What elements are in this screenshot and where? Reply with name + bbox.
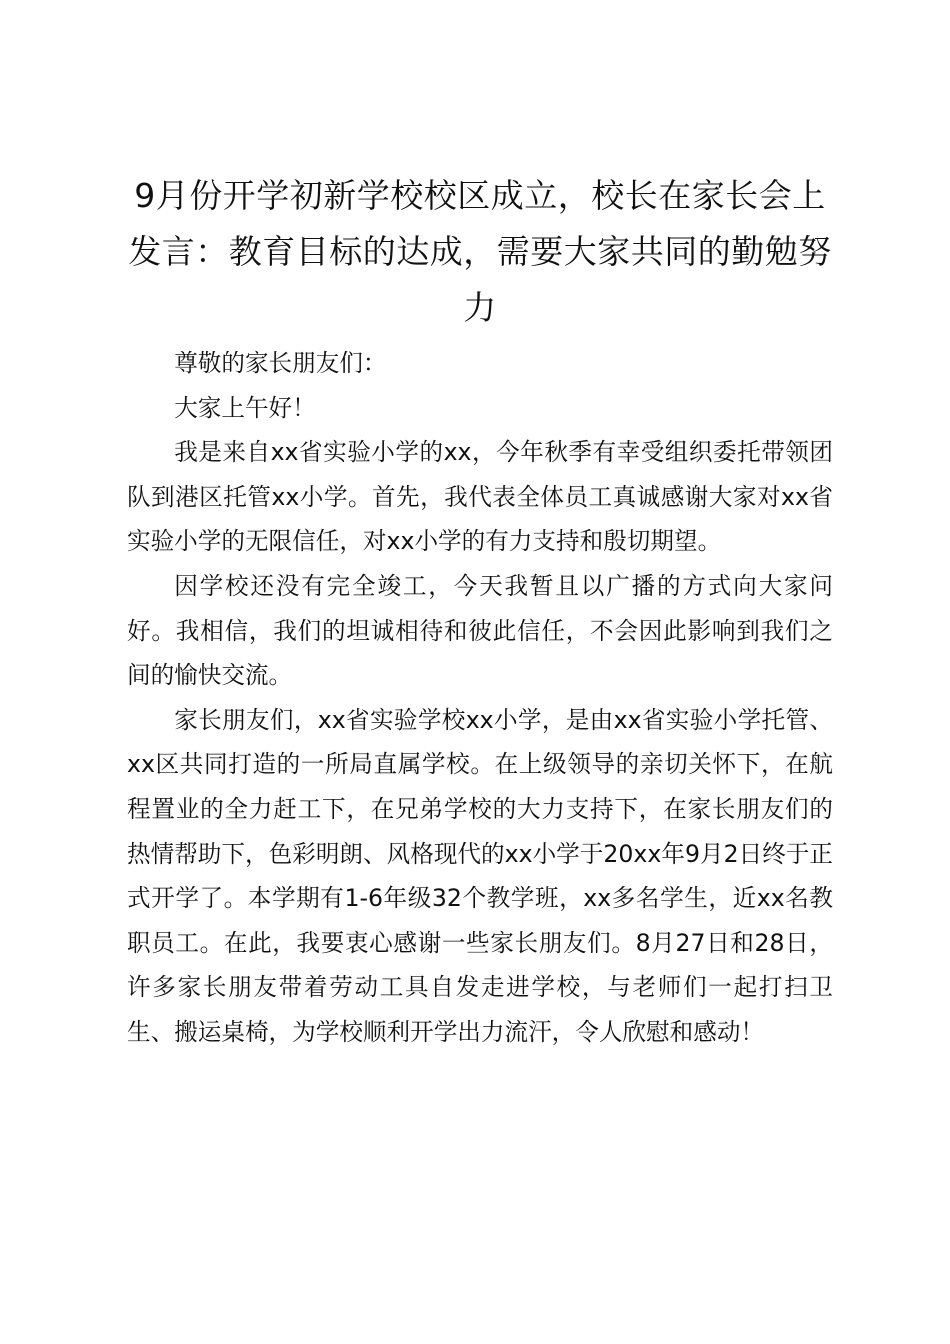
salutation-paragraph: 尊敬的家长朋友们： (174, 349, 387, 377)
body-paragraph: 我是来自xx省实验小学的xx，今年秋季有幸受组织委托带领团队到港区托管xx小学。首先，我代表全体员工真诚感谢大家对xx省实验小学的无限信任，对xx小学的有力支持和殷切期望。 (127, 438, 833, 556)
body-paragraph: 因学校还没有完全竣工，今天我暂且以广播的方式向大家问好。我相信，我们的坦诚相待和彼此信任，不会因此影响到我们之间的愉快交流。 (127, 571, 833, 690)
document-title: 9月份开学初新学校校区成立，校长在家长会上发言：教育目标的达成，需要大家共同的勤勉努力 (128, 176, 832, 327)
greeting-paragraph: 大家上午好！ (174, 393, 316, 422)
document-page (127, 168, 833, 1055)
document-body (127, 341, 833, 1055)
body-paragraph: 家长朋友们，xx省实验学校xx小学，是由xx省实验小学托管、xx区共同打造的一所局直属学校。在上级领导的亲切关怀下，在航程置业的全力赶工下，在兄弟学校的大力支持下，在家长朋友们的热情帮助下，色彩明朗、风格现代的xx小学于20xx年9月2日终于正式开学了。本学期有1-6年级32个教学班，xx多名学生，近xx名教职员工。在此，我要衷心感谢一些家长朋友们。8月27日和28日，许多家长朋友带着劳动工具自发走进学校，与老师们一起打扫卫生、搬运桌椅，为学校顺利开学出力流汗，令人欣慰和感动！ (127, 705, 833, 1046)
